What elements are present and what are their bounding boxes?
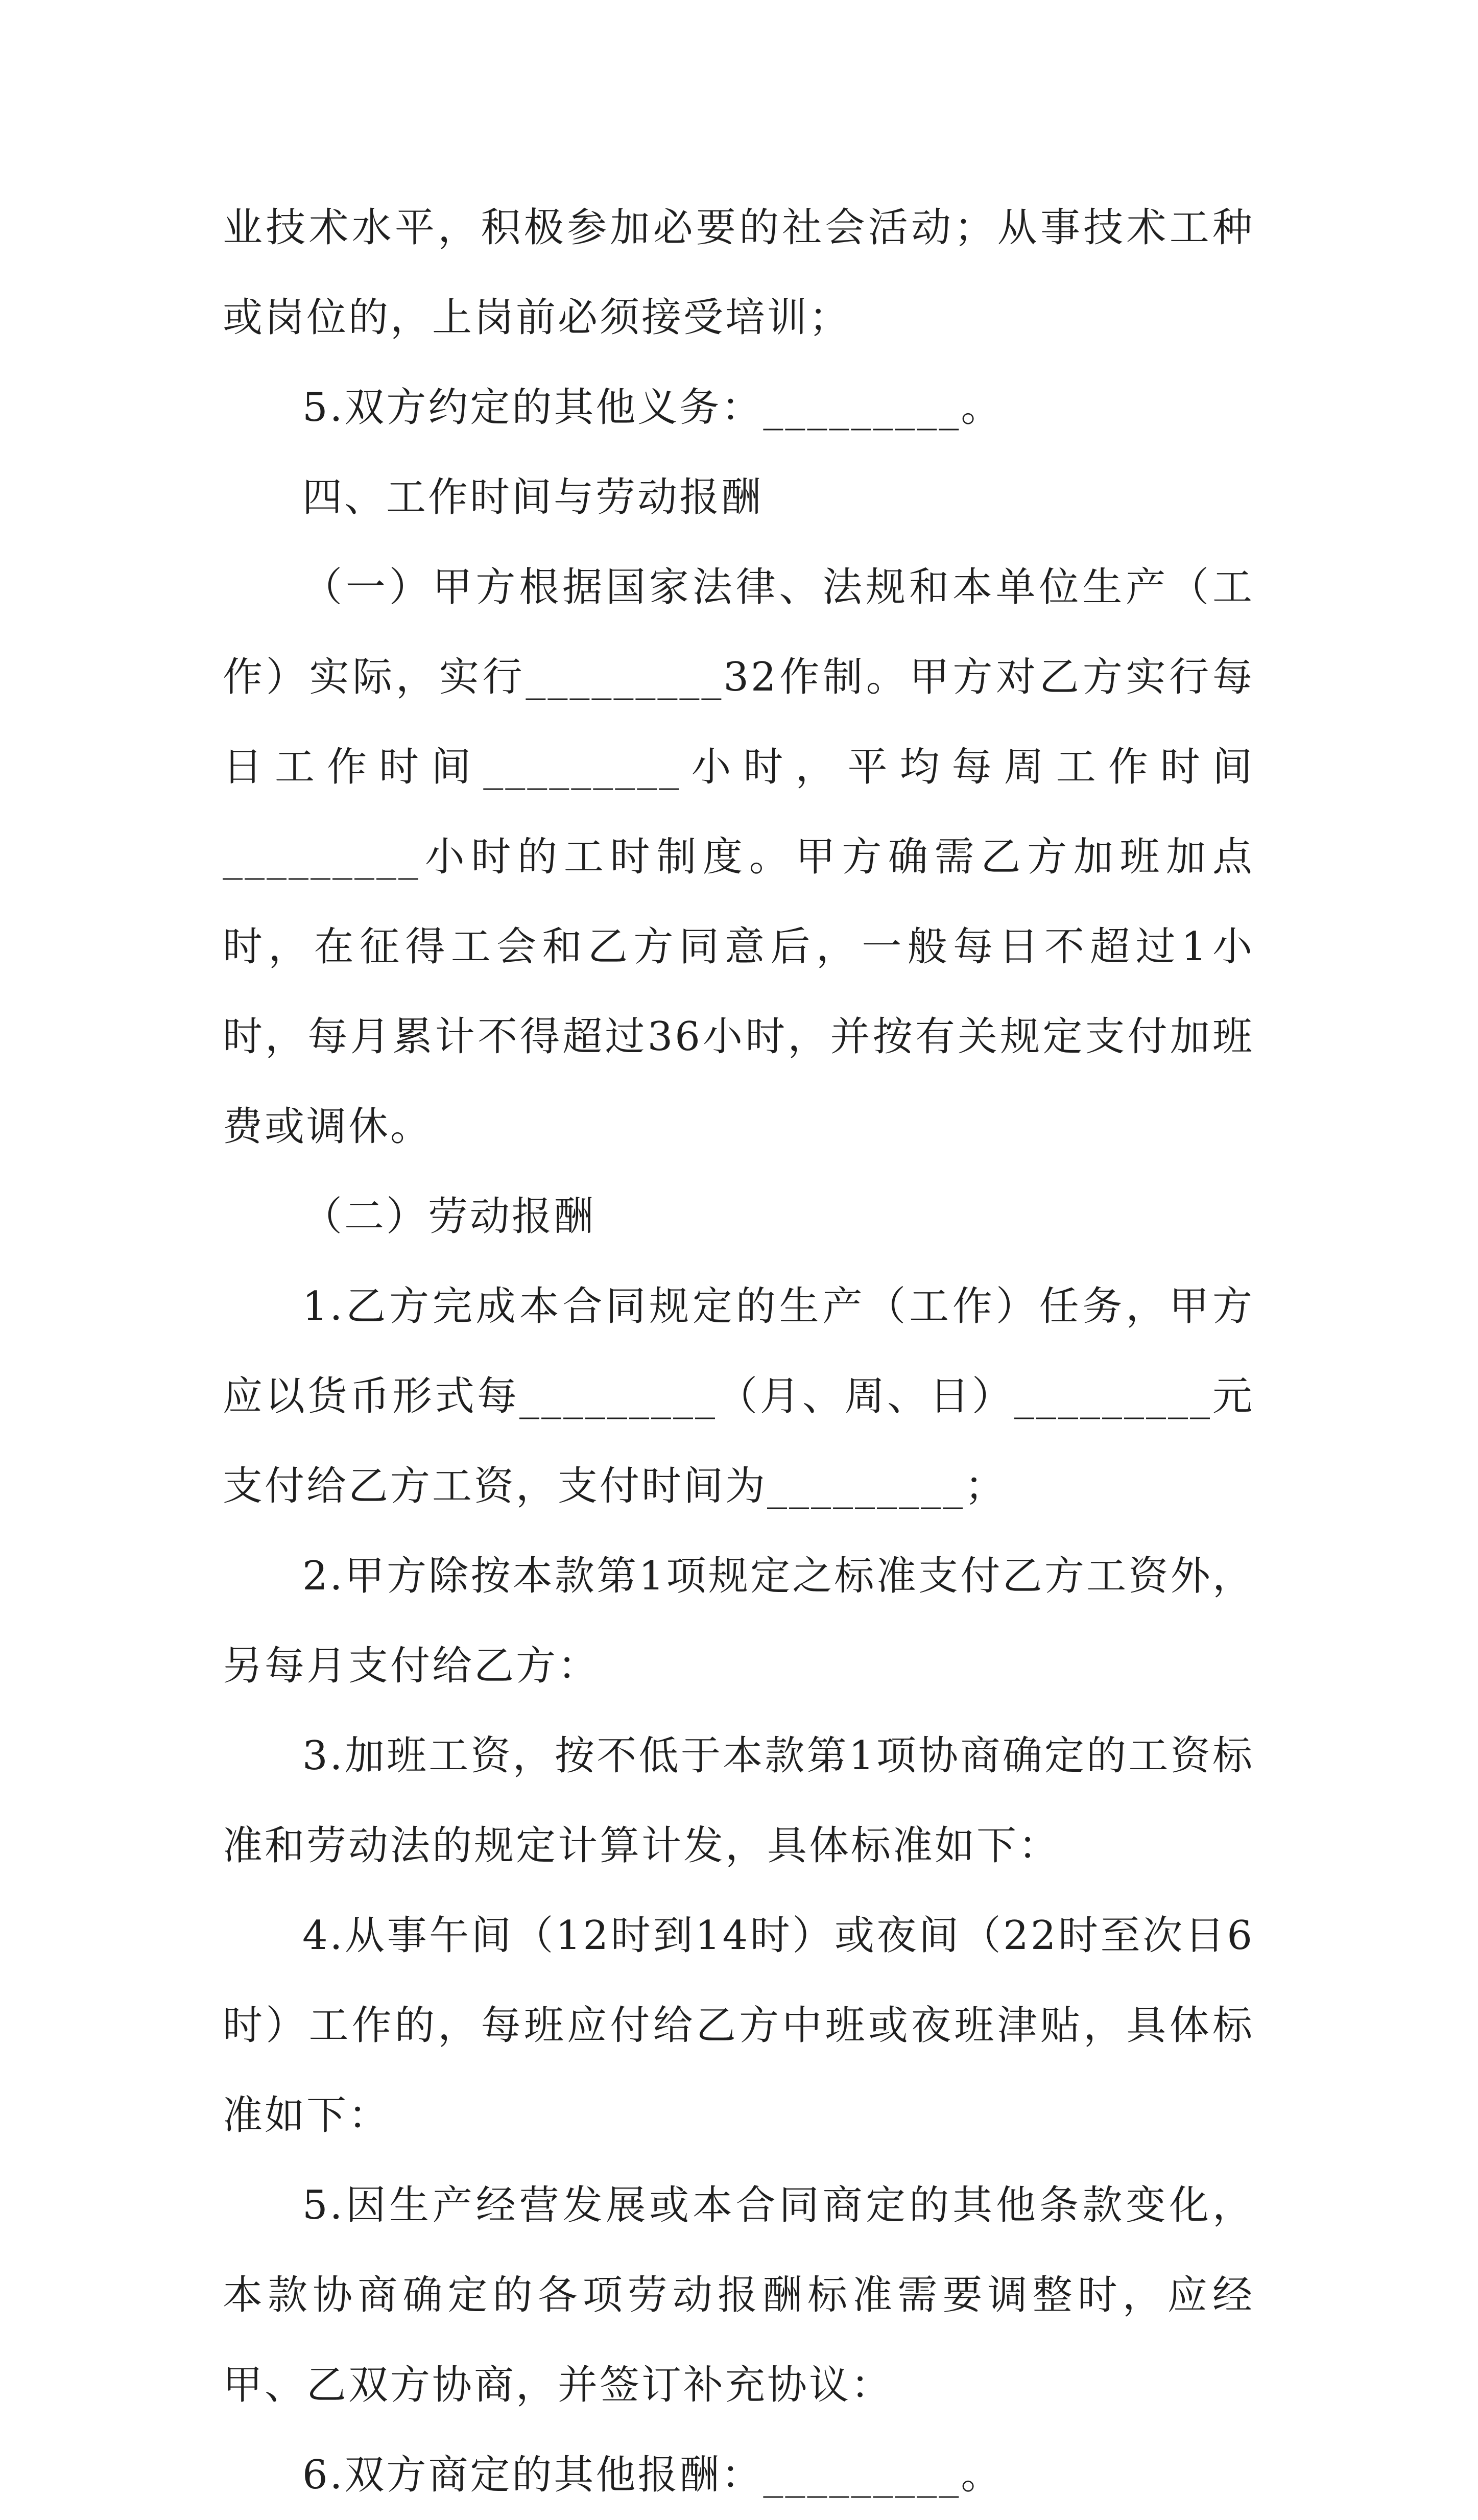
paragraph-item-5-obligations: 5.双方约定的其他义务：_________。 xyxy=(302,385,1003,431)
paragraph-pay-item-3: 3.加班工资，按不低于本款第1项协商确定的工资标准和劳动法的规定计算计发，具体标准如下： xyxy=(223,1733,1254,1869)
subsection-heading-pay: （二）劳动报酬 xyxy=(302,1194,596,1240)
paragraph-pay-item-2: 2.甲方除按本款第1项规定之标准支付乙方工资外，另每月支付给乙方： xyxy=(223,1553,1254,1689)
paragraph-pay-item-5: 5.因生产经营发展或本合同商定的其他条款变化，本款协商确定的各项劳动报酬标准需要调整时，应经甲、乙双方协商，并签订补充协议： xyxy=(223,2182,1254,2408)
paragraph-pay-item-4: 4.从事午间（12时到14时）或夜间（22时至次日6时）工作的，每班应付给乙方中班或夜班津贴，具体标准如下： xyxy=(223,1913,1254,2138)
paragraph-pay-item-6: 6.双方商定的其他报酬：_________。 xyxy=(302,2452,1003,2498)
document-body xyxy=(223,183,1254,2520)
paragraph-pay-item-1: 1.乙方完成本合同规定的生产（工作）任务，甲方应以货币形式每_________（月、周、日）_________元支付给乙方工资，支付时间为_________； xyxy=(223,1283,1254,1509)
section-heading-work-time-pay: 四、工作时间与劳动报酬 xyxy=(302,474,764,520)
paragraph-continuation: 业技术水平，积极参加必要的社会活动；从事技术工种或岗位的，上岗前必须接受培训； xyxy=(223,205,1254,341)
paragraph-work-time: （一）甲方根据国家法律、法规和本单位生产（工作）实际，实行_________32作制。甲方对乙方实行每日工作时间_________小时，平均每周工作时间_________小时的工时制度。甲方确需乙方加班加点时，在征得工会和乙方同意后，一般每日不超过1小时，每月累计不得超过36小时，并按有关规定支付加班费或调休。 xyxy=(223,564,1254,1150)
